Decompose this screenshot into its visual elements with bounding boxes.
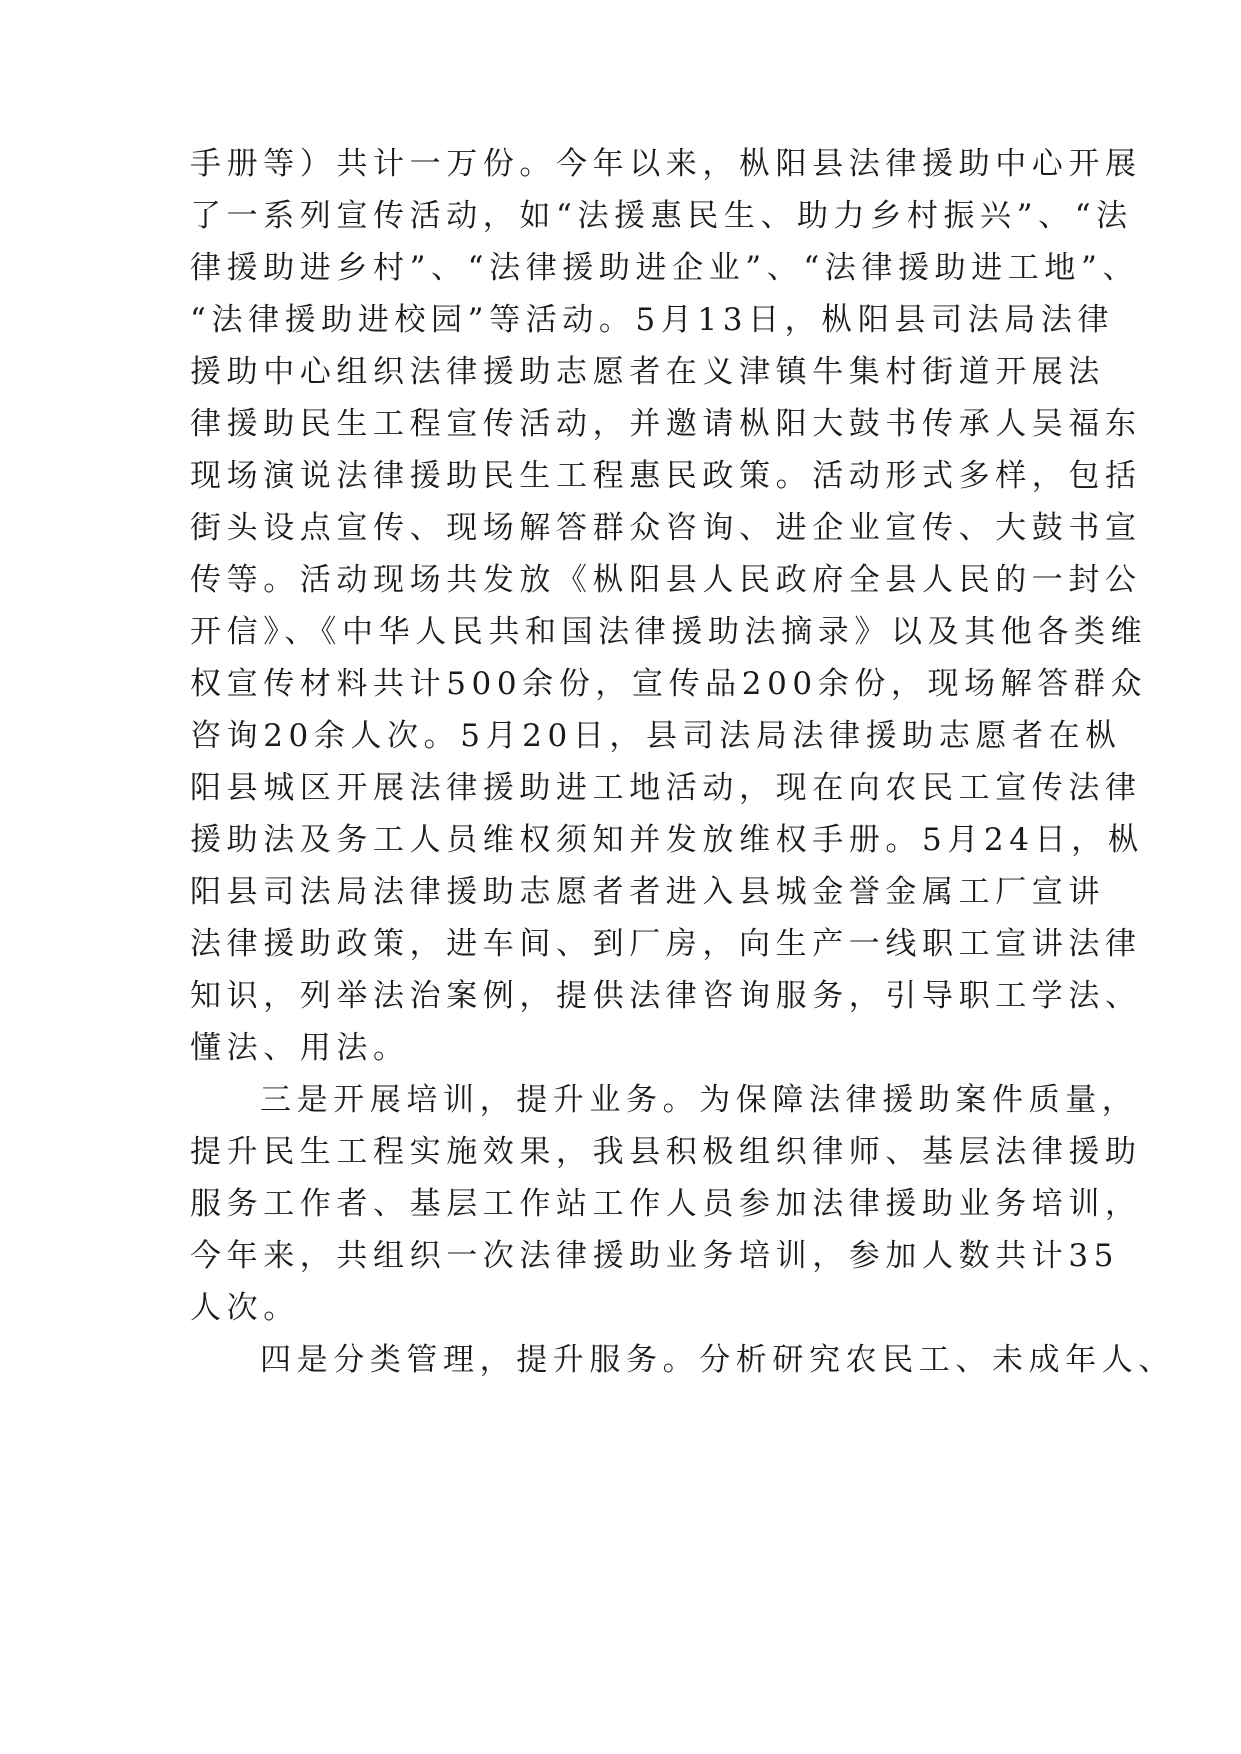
text-line: 援助中心组织法律援助志愿者在义津镇牛集村街道开展法 bbox=[190, 354, 1105, 390]
text-line: 服务工作者、基层工作站工作人员参加法律援助业务培训， bbox=[190, 1186, 1142, 1222]
text-line: 今年来，共组织一次法律援助业务培训，参加人数共计35 bbox=[190, 1238, 1120, 1274]
text-line: “法律援助进校园”等活动。5月13日，枞阳县司法局法律 bbox=[190, 302, 1115, 338]
text-line: 法律援助政策，进车间、到厂房，向生产一线职工宣讲法律 bbox=[190, 926, 1142, 962]
text-line: 人次。 bbox=[190, 1290, 300, 1326]
text-line: 阳县司法局法律援助志愿者者进入县城金誉金属工厂宣讲 bbox=[190, 874, 1105, 910]
text-line: 街头设点宣传、现场解答群众咨询、进企业宣传、大鼓书宣 bbox=[190, 510, 1142, 546]
text-line: 开信》、《中华人民共和国法律援助法摘录》以及其他各类维 bbox=[190, 614, 1148, 650]
text-line: 现场演说法律援助民生工程惠民政策。活动形式多样，包括 bbox=[190, 458, 1142, 494]
paragraph-first-line: 四是分类管理，提升服务。分析研究农民工、未成年人、 bbox=[260, 1342, 1175, 1378]
text-line: 知识，列举法治案例，提供法律咨询服务，引导职工学法、 bbox=[190, 978, 1142, 1014]
paragraph-first-line: 三是开展培训，提升业务。为保障法律援助案件质量， bbox=[260, 1082, 1139, 1118]
text-line: 权宣传材料共计500余份，宣传品200余份，现场解答群众 bbox=[190, 666, 1148, 702]
text-line: 了一系列宣传活动，如“法援惠民生、助力乡村振兴”、“法 bbox=[190, 198, 1133, 234]
text-line: 援助法及务工人员维权须知并发放维权手册。5月24日，枞 bbox=[190, 822, 1145, 858]
text-line: 懂法、用法。 bbox=[190, 1030, 410, 1066]
text-line: 传等。活动现场共发放《枞阳县人民政府全县人民的一封公 bbox=[190, 562, 1142, 598]
text-line: 阳县城区开展法律援助进工地活动，现在向农民工宣传法律 bbox=[190, 770, 1142, 806]
text-line: 律援助进乡村”、“法律援助进企业”、“法律援助进工地”、 bbox=[190, 250, 1140, 286]
text-line: 提升民生工程实施效果，我县积极组织律师、基层法律援助 bbox=[190, 1134, 1142, 1170]
text-line: 手册等）共计一万份。今年以来，枞阳县法律援助中心开展 bbox=[190, 146, 1142, 182]
text-line: 律援助民生工程宣传活动，并邀请枞阳大鼓书传承人吴福东 bbox=[190, 406, 1142, 442]
text-line: 咨询20余人次。5月20日，县司法局法律援助志愿者在枞 bbox=[190, 718, 1122, 754]
